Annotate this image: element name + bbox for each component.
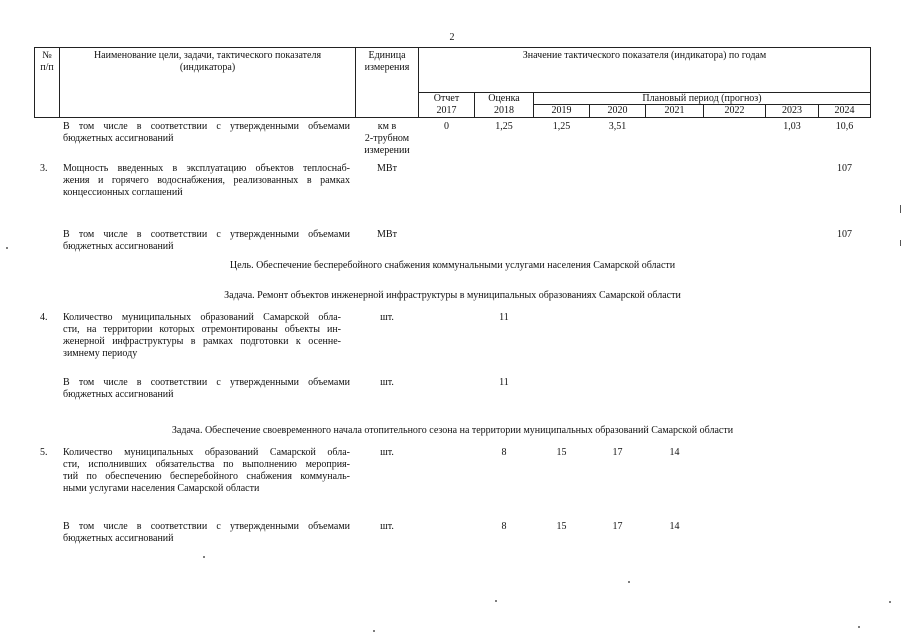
row-name-line: бюджетных ассигнований	[63, 533, 174, 544]
row-name-line: В том числе в соответствии с утвержденными объемами	[63, 521, 350, 532]
row-value-2021: 14	[669, 521, 680, 532]
row-name-line: Количество муниципальных образований Самарской обла-	[63, 312, 341, 323]
row-num: 4.	[40, 312, 48, 323]
goal-heading: Цель. Обеспечение бесперебойного снабжения коммунальными услугами населения Самарской области	[229, 260, 676, 271]
row-name-line: Количество муниципальных образований Самарской обла-	[63, 447, 350, 458]
row-value-2019: 15	[556, 521, 567, 532]
row-name-line: Мощность введенных в эксплуатацию объектов теплоснаб-	[63, 163, 350, 174]
row-value-2018: 1,25	[495, 121, 513, 132]
row-name-line: В том числе в соответствии с утвержденными объемами	[63, 121, 350, 132]
header-estimate: Оценка 2018	[488, 93, 520, 116]
row-unit: шт.	[380, 312, 394, 323]
row-value-2024: 107	[837, 229, 852, 240]
row-unit: км в 2-трубном измерении	[364, 121, 410, 156]
row-name-line: концессионных соглашений	[63, 187, 183, 198]
row-value-2017: 0	[444, 121, 449, 132]
row-value-2020: 3,51	[608, 121, 627, 132]
row-value-2024: 107	[837, 163, 852, 174]
row-value-2020: 17	[612, 447, 623, 458]
row-value-2021: 14	[669, 447, 680, 458]
row-value-2024: 10,6	[835, 121, 854, 132]
row-value-2018: 11	[499, 312, 509, 323]
row-num: 3.	[40, 163, 48, 174]
header-plan-title: Плановый период (прогноз)	[642, 93, 762, 104]
row-name-line: бюджетных ассигнований	[63, 133, 174, 144]
row-value-2020: 17	[612, 521, 623, 532]
row-value-2023: 1,03	[783, 121, 801, 132]
header-name: Наименование цели, задачи, тактического показателя (индикатора)	[93, 50, 322, 73]
task-heading-repair: Задача. Ремонт объектов инженерной инфраструктуры в муниципальных образованиях Самарской области	[224, 290, 681, 301]
row-value-2018: 11	[499, 377, 509, 388]
row-name-line: тий по обеспечению бесперебойного снабжения коммуналь-	[63, 471, 350, 482]
row-unit: шт.	[380, 521, 394, 532]
header-year-2020: 2020	[607, 105, 628, 116]
header-year-2019: 2019	[551, 105, 572, 116]
row-name-line: В том числе в соответствии с утвержденными объемами	[63, 377, 350, 388]
header-unit: Единица измерения	[364, 50, 410, 73]
task-heading-heating: Задача. Обеспечение своевременного начала отопительного сезона на территории муниципальных образований Самарской области	[171, 425, 734, 436]
row-unit: МВт	[377, 229, 397, 240]
row-unit: МВт	[377, 163, 397, 174]
header-year-2021: 2021	[664, 105, 685, 116]
row-name-line: жения и горячего водоснабжения, реализованных в рамках	[63, 175, 350, 186]
row-name-line: В том числе в соответствии с утвержденными объемами	[63, 229, 350, 240]
row-name-line: сти, исполнивших обязательства по выполнению мероприя-	[63, 459, 350, 470]
header-year-2023: 2023	[782, 105, 802, 116]
row-name-line: сти, на территории которых отремонтированы объекты ин-	[63, 324, 341, 335]
row-name-line: бюджетных ассигнований	[63, 389, 174, 400]
header-year-2022: 2022	[724, 105, 745, 116]
row-name-line: ными услугами населения Самарской области	[63, 483, 260, 494]
row-name-line: зимнему периоду	[63, 348, 138, 359]
row-unit: шт.	[380, 447, 394, 458]
header-report: Отчет 2017	[433, 93, 460, 116]
row-unit: шт.	[380, 377, 394, 388]
header-num: № п/п	[40, 50, 54, 73]
header-year-2024: 2024	[834, 105, 855, 116]
header-values-title: Значение тактического показателя (индикатора) по годам	[522, 50, 767, 61]
row-name-line: женерной инфраструктуры в рамках подготовки к осенне-	[63, 336, 341, 347]
row-name-line: бюджетных ассигнований	[63, 241, 174, 252]
row-value-2019: 1,25	[552, 121, 571, 132]
page-number: 2	[449, 32, 455, 43]
row-value-2018: 8	[501, 521, 507, 532]
row-value-2019: 15	[556, 447, 567, 458]
row-value-2018: 8	[501, 447, 507, 458]
row-num: 5.	[40, 447, 48, 458]
